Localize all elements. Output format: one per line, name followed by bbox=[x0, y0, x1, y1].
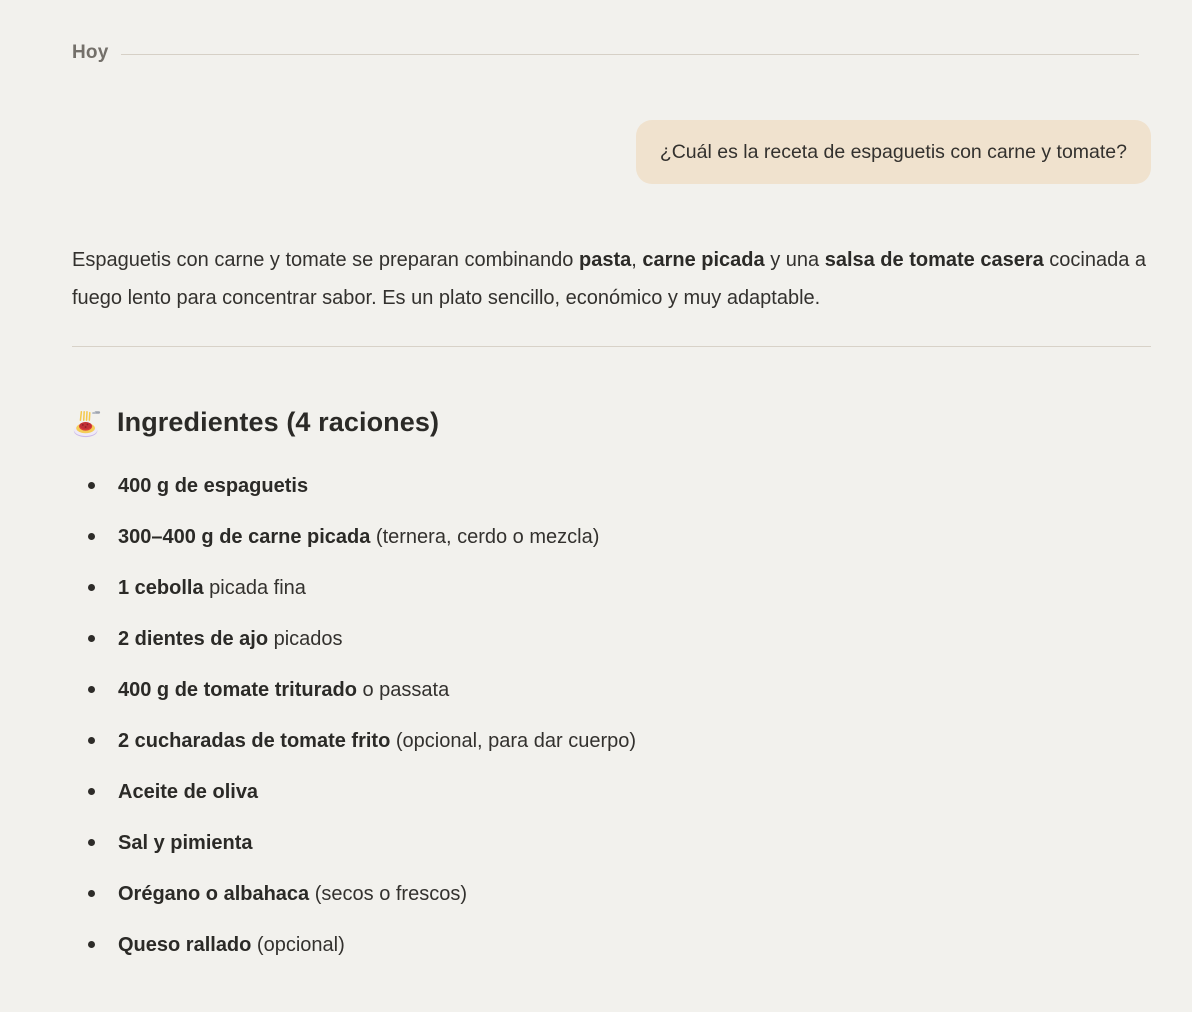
ingredient-item bbox=[72, 474, 1151, 498]
ingredient-rest-text: (ternera, cerdo o mezcla) bbox=[370, 526, 600, 548]
intro-segment: Espaguetis con carne y tomate se preparan combinando bbox=[72, 249, 579, 271]
assistant-intro-paragraph bbox=[72, 241, 1151, 317]
ingredient-bold-text: Aceite de oliva bbox=[118, 781, 259, 803]
date-divider bbox=[72, 42, 1151, 64]
intro-segment: y una bbox=[764, 249, 825, 271]
ingredient-item bbox=[72, 576, 1151, 600]
intro-segment-bold: carne picada bbox=[642, 249, 765, 271]
intro-segment: , bbox=[631, 249, 643, 271]
ingredient-item bbox=[72, 678, 1151, 702]
user-message-text: ¿Cuál es la receta de espaguetis con carne y tomate? bbox=[659, 141, 1127, 163]
ingredient-item bbox=[72, 831, 1151, 855]
ingredient-item bbox=[72, 882, 1151, 906]
spaghetti-emoji-icon bbox=[72, 408, 102, 438]
ingredient-item bbox=[72, 780, 1151, 804]
intro-segment: cocinada a fuego lento para concentrar sabor. Es un plato sencillo, económico y muy adaptable. bbox=[72, 249, 1147, 309]
ingredients-heading bbox=[72, 407, 1151, 438]
ingredient-rest-text: o passata bbox=[356, 679, 450, 701]
ingredient-item bbox=[72, 933, 1151, 957]
ingredient-bold-text: Sal y pimienta bbox=[118, 832, 253, 854]
ingredients-list bbox=[72, 474, 1151, 957]
user-message-row bbox=[72, 120, 1151, 184]
ingredient-bold-text: 300–400 g de carne picada bbox=[118, 526, 371, 548]
ingredient-bold-text: 2 dientes de ajo bbox=[118, 628, 269, 650]
ingredient-bold-text: 400 g de tomate triturado bbox=[118, 679, 357, 701]
ingredient-rest-text: (opcional) bbox=[251, 934, 345, 956]
intro-segment-bold: pasta bbox=[578, 249, 632, 271]
assistant-message bbox=[72, 241, 1151, 957]
ingredient-item bbox=[72, 627, 1151, 651]
date-label: Hoy bbox=[72, 42, 109, 63]
ingredient-rest-text: picados bbox=[268, 628, 343, 650]
intro-segment-bold: salsa de tomate casera bbox=[824, 249, 1044, 271]
ingredient-bold-text: Orégano o albahaca bbox=[118, 883, 310, 905]
ingredient-rest-text: picada fina bbox=[203, 577, 306, 599]
ingredient-item bbox=[72, 525, 1151, 549]
section-divider bbox=[72, 346, 1151, 347]
ingredient-rest-text: (opcional, para dar cuerpo) bbox=[390, 730, 637, 752]
ingredient-bold-text: 2 cucharadas de tomate frito bbox=[118, 730, 391, 752]
ingredient-item bbox=[72, 729, 1151, 753]
ingredient-bold-text: 1 cebolla bbox=[118, 577, 204, 599]
user-message-bubble bbox=[636, 120, 1151, 184]
ingredient-bold-text: Queso rallado bbox=[118, 934, 252, 956]
ingredients-heading-title: Ingredientes (4 raciones) bbox=[117, 407, 440, 437]
ingredient-rest-text: (secos o frescos) bbox=[309, 883, 467, 905]
date-divider-line bbox=[121, 54, 1140, 55]
ingredient-bold-text: 400 g de espaguetis bbox=[118, 475, 309, 497]
